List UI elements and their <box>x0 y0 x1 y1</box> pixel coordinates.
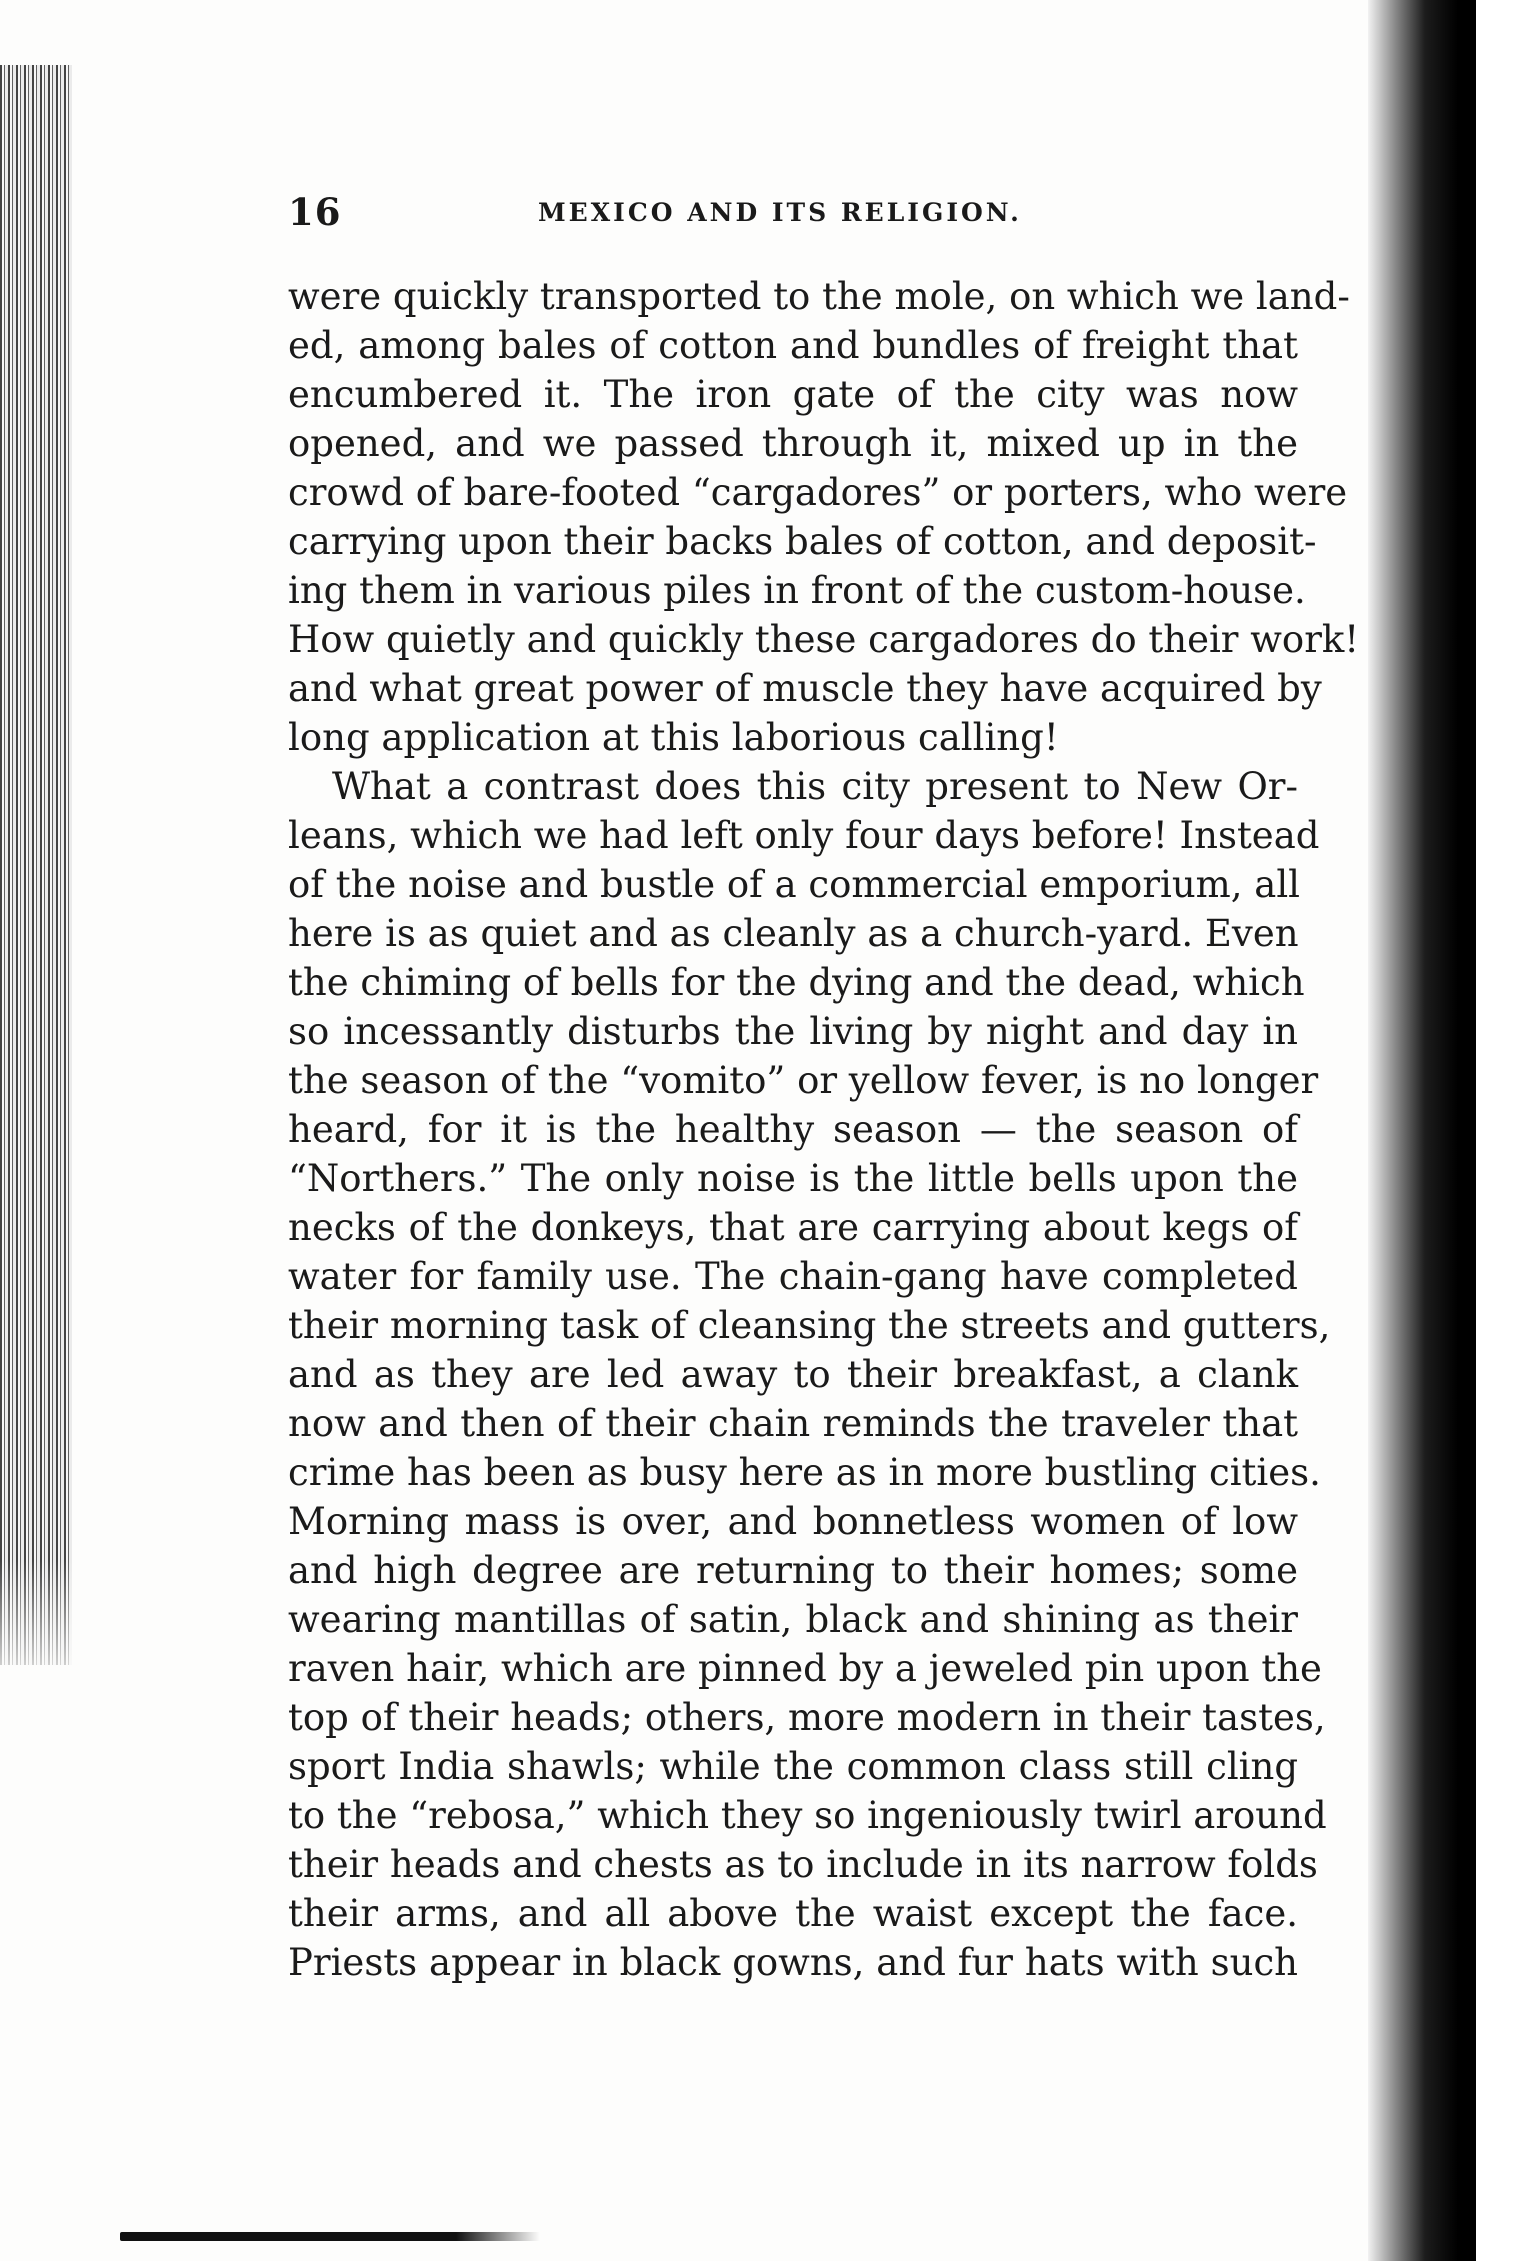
page-header <box>288 190 1298 240</box>
text-line: their morning task of cleansing the streets and gutters, <box>288 1304 1331 1347</box>
text-line: their arms, and all above the waist except the face. <box>288 1892 1298 1935</box>
text-line: sport India shawls; while the common class still cling <box>288 1745 1298 1788</box>
text-line: leans, which we had left only four days before! Instead <box>288 814 1320 857</box>
paragraph-start-line: What a contrast does this city present to New Or- <box>332 765 1298 808</box>
text-line: wearing mantillas of satin, black and shining as their <box>288 1598 1298 1641</box>
text-line: now and then of their chain reminds the traveler that <box>288 1402 1298 1445</box>
text-line: Morning mass is over, and bonnetless women of low <box>288 1500 1298 1543</box>
page-number: 16 <box>288 190 342 234</box>
scan-margin <box>1476 0 1518 2261</box>
text-line: their heads and chests as to include in its narrow folds <box>288 1843 1318 1886</box>
text-line: of the noise and bustle of a commercial emporium, all <box>288 863 1301 906</box>
text-line: water for family use. The chain-gang have completed <box>288 1255 1298 1298</box>
text-line: and as they are led away to their breakfast, a clank <box>288 1353 1298 1396</box>
text-line: the chiming of bells for the dying and the dead, which <box>288 961 1305 1004</box>
text-line: and what great power of muscle they have acquired by <box>288 667 1322 710</box>
text-line: so incessantly disturbs the living by night and day in <box>288 1010 1298 1053</box>
text-line: “Northers.” The only noise is the little bells upon the <box>288 1157 1298 1200</box>
text-line: carrying upon their backs bales of cotton, and deposit- <box>288 520 1317 563</box>
binding-edge-fade <box>0 1560 72 1700</box>
running-head: MEXICO AND ITS RELIGION. <box>538 198 1022 227</box>
scan-artifact-rule <box>120 2232 540 2241</box>
text-line: opened, and we passed through it, mixed up in the <box>288 422 1298 465</box>
text-line: ing them in various piles in front of the custom-house. <box>288 569 1306 612</box>
text-line: and high degree are returning to their homes; some <box>288 1549 1298 1592</box>
text-line: to the “rebosa,” which they so ingeniously twirl around <box>288 1794 1327 1837</box>
text-line: Priests appear in black gowns, and fur hats with such <box>288 1941 1298 1984</box>
text-line: ed, among bales of cotton and bundles of freight that <box>288 324 1298 367</box>
binding-edge <box>0 65 72 1665</box>
text-line: crime has been as busy here as in more bustling cities. <box>288 1451 1321 1494</box>
text-line: were quickly transported to the mole, on which we land- <box>288 275 1350 318</box>
text-line: crowd of bare-footed “cargadores” or porters, who were <box>288 471 1348 514</box>
text-line: heard, for it is the healthy season — the season of <box>288 1108 1298 1151</box>
paragraph-end-line: long application at this laborious calling! <box>288 716 1059 759</box>
body-text <box>288 272 1360 1987</box>
text-line: encumbered it. The iron gate of the city was now <box>288 373 1298 416</box>
text-line: raven hair, which are pinned by a jeweled pin upon the <box>288 1647 1322 1690</box>
text-line: the season of the “vomito” or yellow fever, is no longer <box>288 1059 1319 1102</box>
text-line: here is as quiet and as cleanly as a church-yard. Even <box>288 912 1299 955</box>
text-line: necks of the donkeys, that are carrying about kegs of <box>288 1206 1298 1249</box>
text-line: How quietly and quickly these cargadores do their work! <box>288 618 1360 661</box>
text-line: top of their heads; others, more modern in their tastes, <box>288 1696 1326 1739</box>
